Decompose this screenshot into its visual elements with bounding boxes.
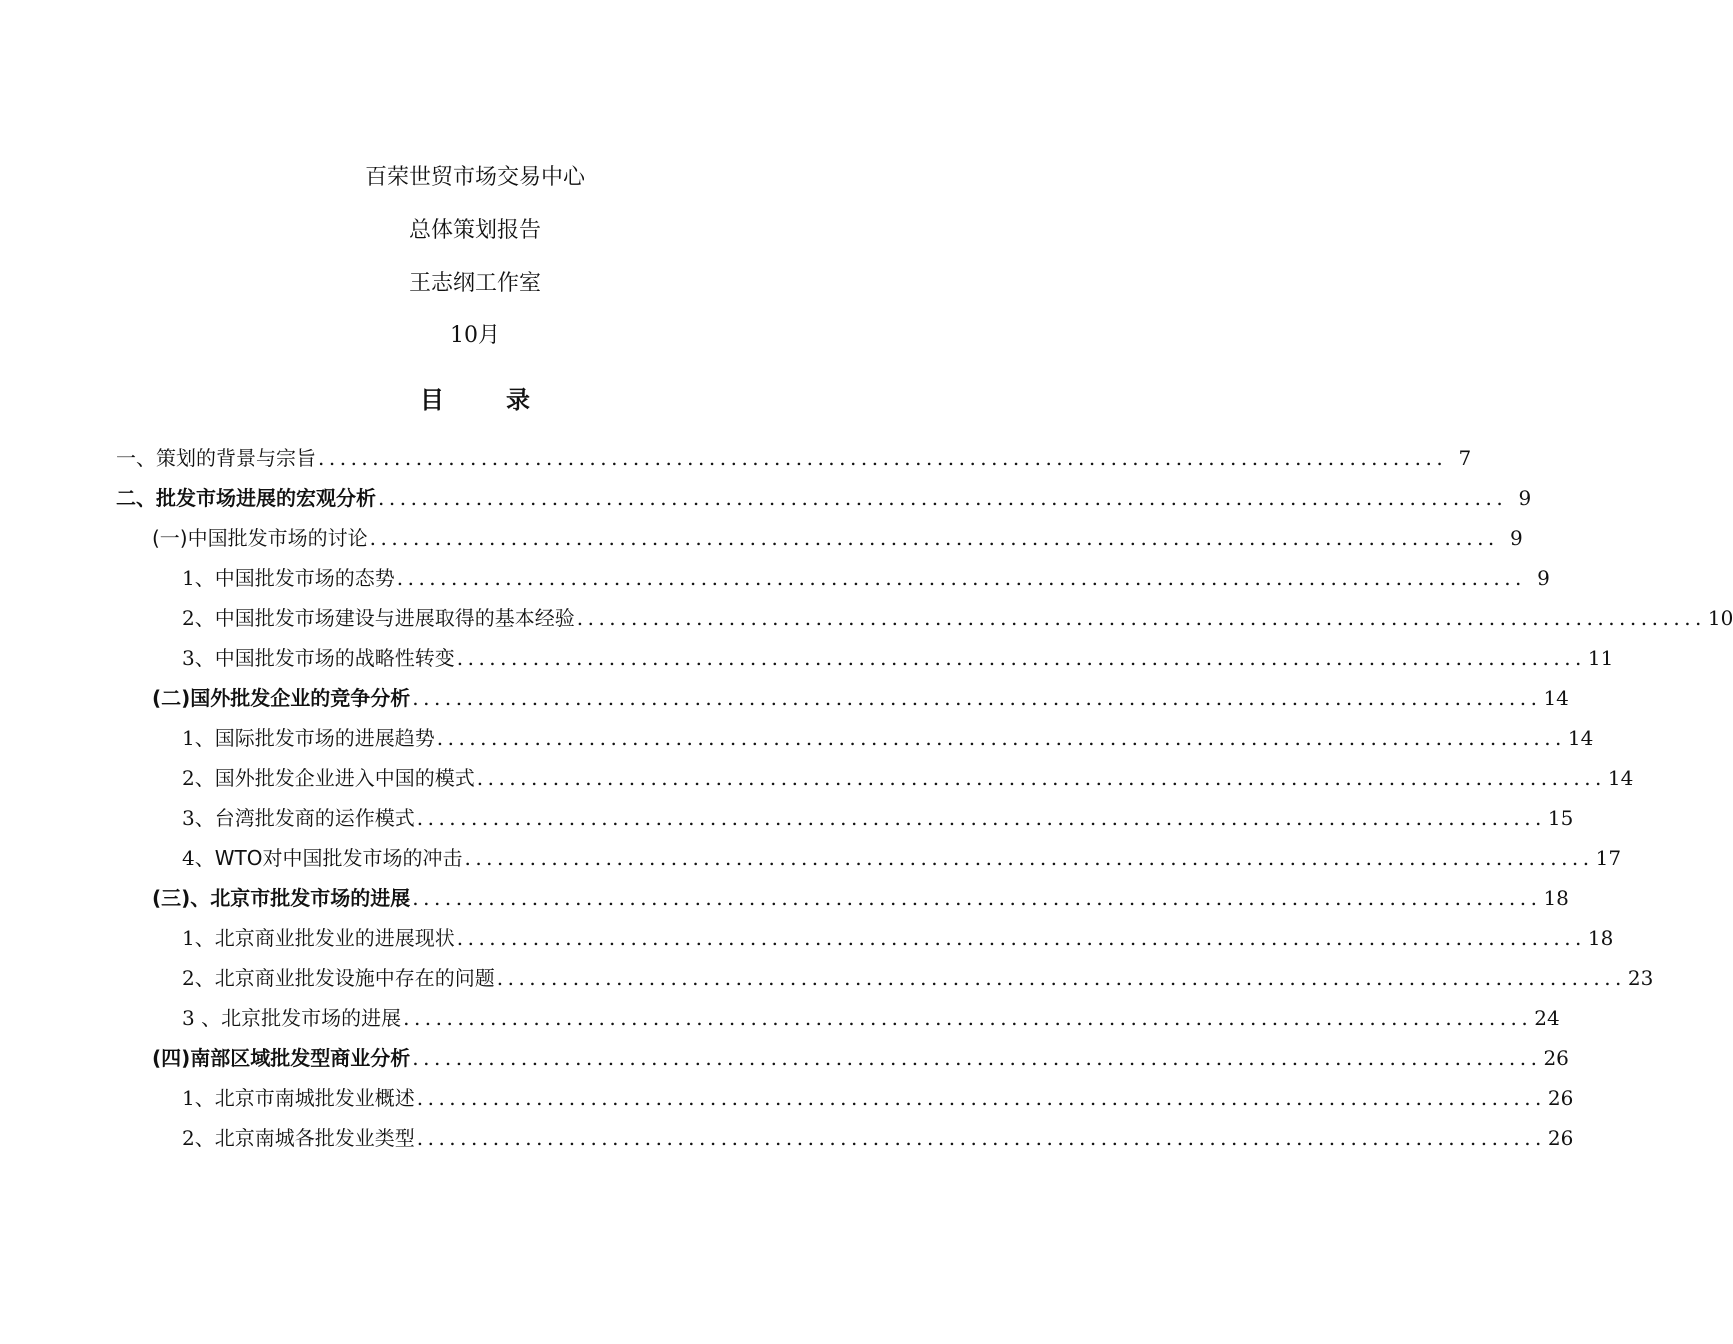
toc-leader: ........................................................................................................ <box>464 846 1594 870</box>
toc-page-number: 26 <box>1547 1086 1574 1110</box>
toc-entry-text: 北京市南城批发业概述 <box>214 1086 415 1110</box>
toc-entry-text: 批发市场进展的宏观分析 <box>156 486 376 510</box>
toc-leader: ........................................................................................................ <box>412 686 1542 710</box>
toc-entry-prefix: 3、 <box>182 646 215 670</box>
toc-entry-label <box>182 602 575 631</box>
toc-entry-prefix: 3 、 <box>182 1006 222 1030</box>
toc-heading <box>0 380 950 415</box>
toc-page-number: 18 <box>1587 926 1614 950</box>
toc-entry[interactable] <box>152 682 1569 722</box>
toc-leader: ........................................................................................................ <box>412 886 1542 910</box>
toc-leader: ........................................................................................................ <box>369 526 1499 550</box>
document-title: 百荣世贸市场交易中心 <box>364 165 585 190</box>
toc-entry[interactable] <box>116 482 1532 522</box>
toc-entry[interactable] <box>116 442 1472 482</box>
toc-entry[interactable] <box>182 602 1733 642</box>
toc-entry-label <box>116 482 376 511</box>
toc-page-number: 14 <box>1607 766 1634 790</box>
toc-leader: ........................................................................................................ <box>456 646 1586 670</box>
toc-entry-text: 北京商业批发业的进展现状 <box>214 926 455 950</box>
toc-entry-prefix: 2、 <box>182 966 215 990</box>
toc-entry-label <box>182 962 495 991</box>
toc-entry-label <box>182 722 435 751</box>
toc-page-number: 26 <box>1543 1046 1569 1070</box>
toc-entry-text: WTO对中国批发市场的冲击 <box>214 846 463 870</box>
toc-entry-prefix: 2、 <box>182 766 215 790</box>
toc-page-number: 14 <box>1567 726 1594 750</box>
toc-entry-prefix: (一) <box>152 526 188 550</box>
toc-entry-text: 北京批发市场的进展 <box>221 1006 402 1030</box>
toc-entry-text: 南部区域批发型商业分析 <box>190 1046 411 1070</box>
toc-page-number: 10 <box>1707 606 1733 630</box>
toc-entry[interactable] <box>182 922 1614 962</box>
toc-entry-label <box>182 802 415 831</box>
toc-entry-prefix: (三)、 <box>152 886 211 910</box>
toc-leader: ........................................................................................................ <box>496 966 1626 990</box>
toc-entry-text: 国际批发市场的进展趋势 <box>214 726 435 750</box>
toc-entry[interactable] <box>182 722 1594 762</box>
toc-leader: ........................................................................................................ <box>416 1126 1546 1150</box>
toc-entry-text: 国外批发企业进入中国的模式 <box>214 766 475 790</box>
toc-entry-label <box>152 882 410 911</box>
document-author: 王志纲工作室 <box>408 271 541 296</box>
toc-entry-label <box>182 1002 401 1031</box>
toc-entry-text: 策划的背景与宗旨 <box>156 446 316 470</box>
toc-leader: ........................................................................................................ <box>576 606 1706 630</box>
toc-page-number: 7 <box>1458 446 1472 470</box>
toc-entry-prefix: 一、 <box>116 446 156 470</box>
toc-page-number: 17 <box>1595 846 1622 870</box>
toc-page-number: 26 <box>1547 1126 1574 1150</box>
toc-entry-text: 北京商业批发设施中存在的问题 <box>214 966 495 990</box>
toc-entry-text: 中国批发市场的态势 <box>214 566 395 590</box>
toc-entry-label <box>182 562 395 591</box>
toc-entry-label <box>116 442 316 471</box>
toc-entry-label <box>182 642 455 671</box>
toc-entry[interactable] <box>152 522 1523 562</box>
toc-entry[interactable] <box>182 642 1614 682</box>
toc-entry[interactable] <box>182 962 1654 1002</box>
toc-leader: ........................................................................................................ <box>456 926 1586 950</box>
toc-heading-char: 录 <box>506 386 592 414</box>
toc-entry[interactable] <box>182 1002 1560 1042</box>
toc-entry[interactable] <box>182 1122 1574 1162</box>
toc-entry[interactable] <box>182 762 1634 802</box>
toc-entry[interactable] <box>182 842 1622 882</box>
toc-entry-prefix: 1、 <box>182 726 215 750</box>
toc-page-number: 23 <box>1627 966 1654 990</box>
document-subtitle: 总体策划报告 <box>408 218 541 243</box>
toc-page-number: 9 <box>1537 566 1550 590</box>
toc-entry-text: 台湾批发商的运作模式 <box>214 806 415 830</box>
toc-entry-text: 北京南城各批发业类型 <box>214 1126 415 1150</box>
toc-entry[interactable] <box>182 562 1550 602</box>
toc-leader: ........................................................................................................ <box>416 806 1546 830</box>
toc-entry-prefix: 1、 <box>182 1086 215 1110</box>
toc-page-number: 14 <box>1543 686 1569 710</box>
toc-entry-prefix: 1、 <box>182 566 215 590</box>
toc-leader: ........................................................................................................ <box>378 486 1508 510</box>
toc-entry-label <box>182 842 462 871</box>
toc-page-number: 18 <box>1543 886 1569 910</box>
toc-entry-prefix: 1、 <box>182 926 215 950</box>
toc-entry-label <box>152 522 368 551</box>
toc-leader: ........................................................................................................ <box>476 766 1606 790</box>
toc-entry-label <box>182 1122 415 1151</box>
toc-entry-text: 中国批发市场建设与进展取得的基本经验 <box>214 606 575 630</box>
toc-page-number: 15 <box>1547 806 1574 830</box>
toc-entry-label <box>152 682 410 711</box>
toc-page-number: 9 <box>1510 526 1523 550</box>
toc-entry-label <box>182 762 475 791</box>
toc-leader: ........................................................................................................ <box>436 726 1566 750</box>
toc-entry-text: 北京市批发市场的进展 <box>210 886 411 910</box>
toc-entry-text: 国外批发企业的竞争分析 <box>190 686 411 710</box>
toc-entry-label <box>182 1082 415 1111</box>
toc-page-number: 9 <box>1518 486 1532 510</box>
toc-leader: ........................................................................................................ <box>318 446 1448 470</box>
toc-leader: ........................................................................................................ <box>396 566 1526 590</box>
toc-leader: ........................................................................................................ <box>403 1006 1533 1030</box>
toc-entry[interactable] <box>182 802 1574 842</box>
toc-entry-label <box>182 922 455 951</box>
toc-entry-prefix: 2、 <box>182 1126 215 1150</box>
toc-entry-text: 中国批发市场的战略性转变 <box>214 646 455 670</box>
toc-entry-prefix: (二) <box>152 686 191 710</box>
toc-entry-prefix: (四) <box>152 1046 191 1070</box>
toc-entry-prefix: 4、 <box>182 846 215 870</box>
toc-entry-prefix: 二、 <box>116 486 156 510</box>
toc-entry[interactable] <box>152 1042 1569 1082</box>
toc-page-number: 11 <box>1587 646 1614 670</box>
toc-leader: ........................................................................................................ <box>416 1086 1546 1110</box>
toc-leader: ........................................................................................................ <box>412 1046 1542 1070</box>
toc-entry-text: 中国批发市场的讨论 <box>187 526 368 550</box>
toc-page-number: 24 <box>1534 1006 1560 1030</box>
toc-entry[interactable] <box>152 882 1569 922</box>
toc-entry[interactable] <box>182 1082 1574 1122</box>
toc-entry-prefix: 2、 <box>182 606 215 630</box>
toc-entry-label <box>152 1042 410 1071</box>
toc-entry-prefix: 3、 <box>182 806 215 830</box>
document-month: 10月 <box>450 323 500 348</box>
toc-heading-char: 目 <box>420 386 506 414</box>
